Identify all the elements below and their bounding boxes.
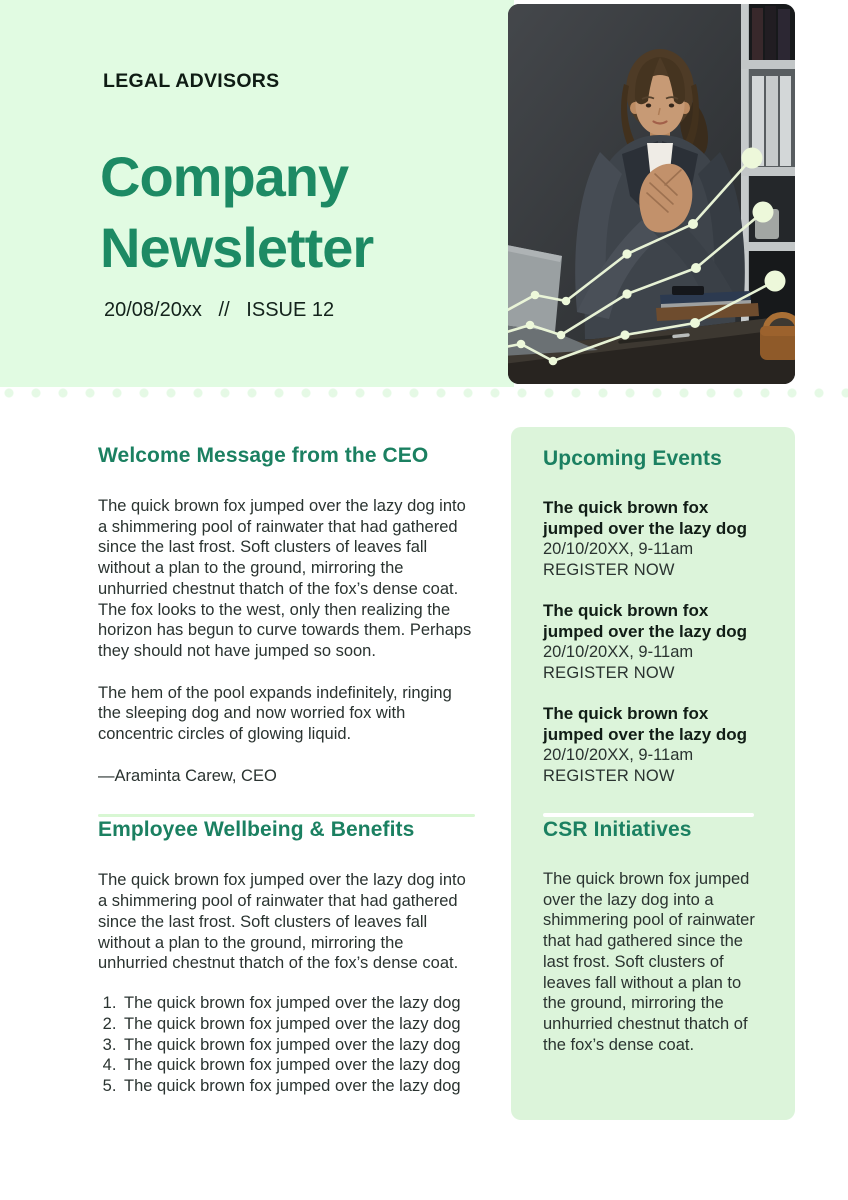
event-item [543, 704, 773, 786]
list-item: 3. The quick brown fox jumped over the lazy dog [121, 1035, 475, 1056]
sidebar-card [511, 427, 795, 1120]
newsletter-title: Company Newsletter [100, 145, 374, 279]
welcome-paragraph-1: The quick brown fox jumped over the lazy dog into a shimmering pool of rainwater that had gathered since the last frost. Soft clusters of leaves fall without a plan to the ground, mirroring the unhurried chestnut thatch of the fox’s dense coat. The fox looks to the west, only then realizing the horizon has begun to curve towards them. Perhaps they should not have jumped so soon. [98, 497, 472, 660]
hero-photo-illustration [508, 4, 795, 384]
event-title: The quick brown fox jumped over the lazy dog [543, 498, 748, 538]
section-heading-wellbeing: Employee Wellbeing & Benefits [98, 818, 415, 842]
hero-photo [508, 4, 795, 384]
section-heading-welcome: Welcome Message from the CEO [98, 444, 429, 467]
register-now-link[interactable]: REGISTER NOW [543, 663, 675, 682]
list-item: 1. The quick brown fox jumped over the lazy dog [121, 993, 475, 1014]
list-item: 4. The quick brown fox jumped over the lazy dog [121, 1055, 475, 1076]
welcome-paragraph-2: The hem of the pool expands indefinitely, ringing the sleeping dog and now worried fox with concentric circles of glowing liquid. [98, 683, 452, 744]
event-title: The quick brown fox jumped over the lazy dog [543, 601, 748, 641]
section-welcome-message [98, 443, 475, 786]
event-date: 20/10/20XX, 9-11am [543, 643, 694, 661]
section-heading-events: Upcoming Events [543, 447, 722, 470]
brand-name: LEGAL ADVISORS [103, 70, 280, 92]
event-title: The quick brown fox jumped over the lazy dog [543, 704, 748, 744]
event-date: 20/10/20XX, 9-11am [543, 540, 694, 558]
benefits-list [98, 993, 475, 1097]
register-now-link[interactable]: REGISTER NOW [543, 766, 675, 785]
list-item: 5. The quick brown fox jumped over the lazy dog [121, 1076, 475, 1097]
issue-date-line: 20/08/20xx // ISSUE 12 [104, 299, 335, 321]
main-content [98, 443, 475, 1097]
section-heading-csr: CSR Initiatives [543, 818, 692, 841]
header-banner [0, 0, 514, 387]
event-item [543, 601, 773, 683]
list-item: 2. The quick brown fox jumped over the lazy dog [121, 1014, 475, 1035]
register-now-link[interactable]: REGISTER NOW [543, 560, 675, 579]
banner-edge-pattern [0, 387, 848, 400]
ceo-signature: —Araminta Carew, CEO [98, 766, 277, 785]
wellbeing-paragraph: The quick brown fox jumped over the lazy dog into a shimmering pool of rainwater that had gathered since the last frost. Soft clusters of leaves fall without a plan to the ground, mirroring the unhurried chestnut thatch of the fox’s dense coat. [98, 871, 466, 973]
event-date: 20/10/20XX, 9-11am [543, 746, 694, 764]
section-employee-wellbeing [98, 817, 475, 1097]
event-item [543, 498, 773, 580]
csr-paragraph: The quick brown fox jumped over the lazy dog into a shimmering pool of rainwater that had gathered since the last frost. Soft clusters of leaves fall without a plan to the ground, mirroring the unhurried chestnut thatch of the fox’s dense coat. [543, 870, 755, 1054]
